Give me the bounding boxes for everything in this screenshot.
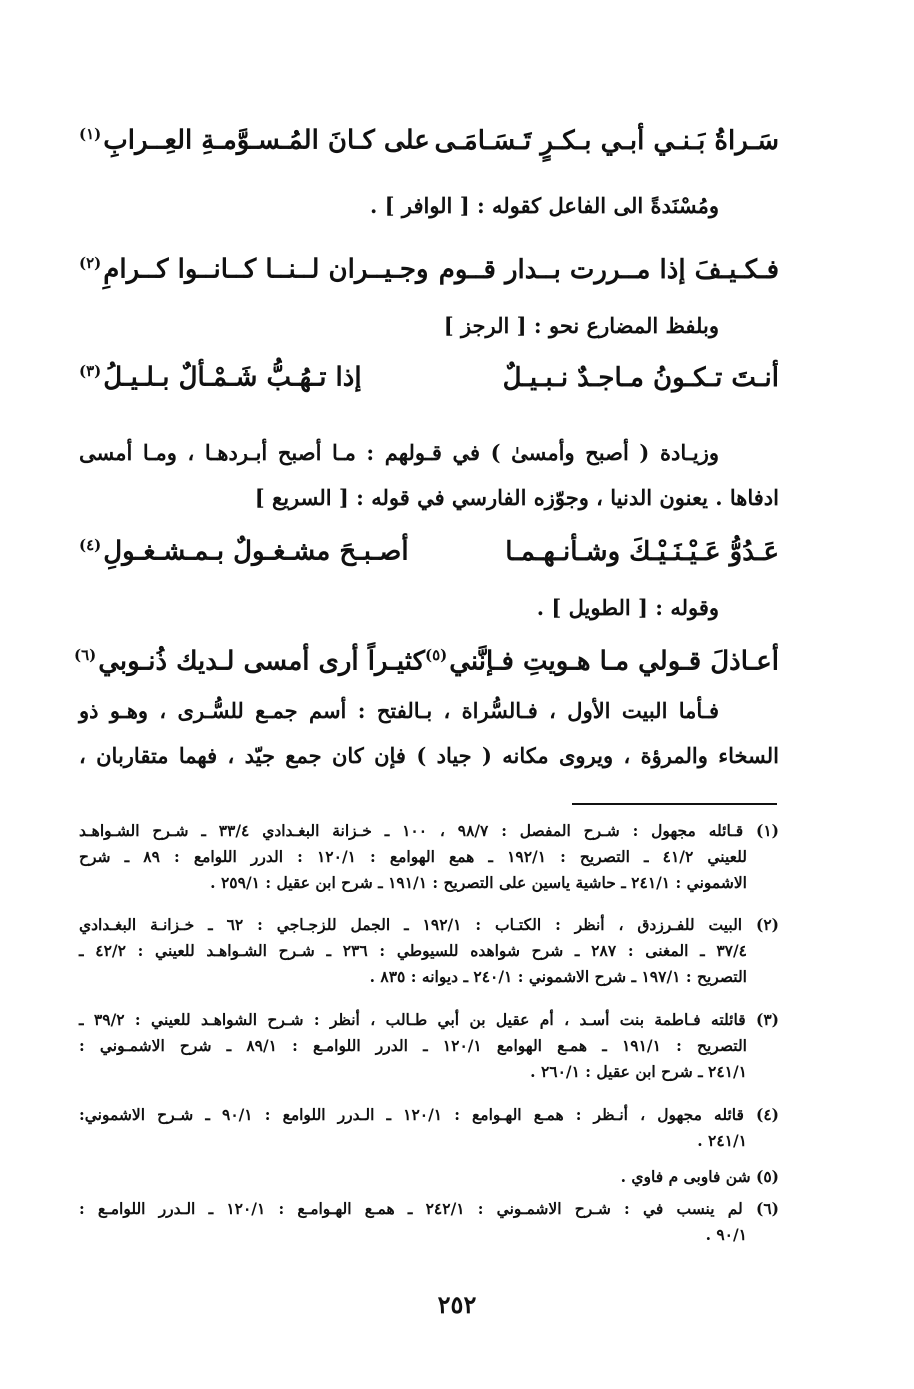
footnote-ref-6: (٦) <box>73 646 97 664</box>
footnote-ref-3: (٣) <box>79 362 102 380</box>
footnote-6 <box>79 1196 779 1248</box>
prose-line-1: ومُسْنَدةً الى الفاعل كقوله : [ الوافر ] . <box>369 193 719 218</box>
verse-2-second-hemistich: وجـيــران لــنــا كــانــوا كــرامِ$^{(٢)}$ <box>79 254 429 285</box>
prose-line-5a: فـأما البيت الأول ، فـالسُّراة ، بـالفتح : أسم جمـع للسُّـرى ، وهـو ذو <box>79 698 719 723</box>
verse-3 <box>79 362 779 393</box>
prose-line-3b: ادفاها . يعنون الدنيا ، وجوّزه الفارسي في قوله : [ السريع ] <box>254 485 779 510</box>
verse-1-first-hemistich: سَـراةُ بَـنـي أبـي بـكـرٍ تَـسَـامَـى <box>434 125 779 156</box>
footnote-1-line-1: (١) قـائله مجهول : شـرح المفصل : ٩٨/٧ ، ١٠٠ ـ خـزانة البغـدادي ٣٣/٤ ـ شـرح الشـواهـد <box>79 821 779 840</box>
footnote-5-line-1: (٥) ش‍ن فاوبى م فاوي . <box>620 1167 779 1186</box>
verse-5-second-hemistich: كثيـراً أرى أمسى لـديك ذُنـوبي$^{(٦)}$ <box>73 646 425 677</box>
verse-5 <box>73 646 779 677</box>
prose-line-2: وبلفظ المضارع نحو : [ الرجز ] <box>443 313 719 338</box>
footnote-separator <box>572 803 777 805</box>
prose-line-5b: السخاء والمرؤة ، ويروى مكانه ( جياد ) فإن كان جمع جيّد ، فهما متقاربان ، <box>79 743 779 768</box>
prose-line-3a: وزيـادة ( أصبح وأمسىٰ ) في قـولهم : مـا أصبح أبـردهـا ، ومـا أمسى <box>79 440 719 465</box>
footnote-1-line-3: الاشموني : ٢٤١/١ ـ حاشية ياسين على التصريح : ١٩١/١ ـ شرح ابن عقيل : ٢٥٩/١ . <box>210 873 747 892</box>
verse-2-first-hemistich: فـكـيـفَ إذا مــررت بــدار قــوم <box>438 254 779 285</box>
footnote-1 <box>79 818 779 896</box>
prose-line-4: وقوله : [ الطويل ] . <box>536 595 719 620</box>
footnote-ref-2: (٢) <box>79 254 102 272</box>
footnote-3-line-3: ٢٤١/١ ـ شرح ابن عقيل : ٢٦٠/١ . <box>530 1062 747 1081</box>
footnote-3-line-2: التصريح : ١٩١/١ ـ همـع الهوامع ١٢٠/١ ـ الدرر اللوامـع : ٨٩/١ ـ شرح الاشمـوني : <box>79 1036 747 1055</box>
footnote-ref-4: (٤) <box>79 536 102 554</box>
page-number: ٢٥٢ <box>437 1290 477 1319</box>
footnote-3 <box>79 1007 779 1085</box>
verse-2 <box>79 254 779 285</box>
footnote-2-line-2: ٣٧/٤ ـ المغنى : ٢٨٧ ـ شرح شواهده للسيوطي : ٢٣٦ ـ شـرح الشـواهـد للعيني : ٤٢/٢ ـ <box>79 941 747 960</box>
footnote-4-line-2: ٢٤١/١ . <box>697 1131 747 1150</box>
footnote-ref-5: (٥) <box>424 646 448 664</box>
verse-1 <box>79 125 779 156</box>
footnote-1-line-2: للعيني ٤١/٢ ـ التصريح : ١٩٢/١ ـ همع الهوامع : ١٢٠/١ : الدرر اللوامع : ٨٩ ـ شرح <box>79 847 747 866</box>
footnote-4-line-1: (٤) قائله مجهول ، أنـظر : همـع الهـوامع : ١٢٠/١ ـ الـدرر اللوامع : ٩٠/١ ـ شـرح الاشموني: <box>79 1105 780 1124</box>
verse-4-first-hemistich: عَـدُوُّ عَـيْـنَـيْـكَ وشـأنـهـمـا <box>505 536 779 567</box>
verse-3-second-hemistich: إذا تـهُـبُّ شَـمْـألٌ بـلـيـلُ$^{(٣)}$ <box>79 362 362 393</box>
footnote-6-line-2: ٩٠/١ . <box>705 1225 747 1244</box>
footnote-2 <box>79 912 779 990</box>
verse-5-first-hemistich: أعـاذلَ قـولي مـا هـويتِ فـإنَّني$^{(٥)}$ <box>424 646 779 677</box>
verse-3-first-hemistich: أنـتَ تـكـونُ مـاجـدٌ نـبـيـلٌ <box>502 362 779 393</box>
verse-4 <box>79 536 779 567</box>
footnote-3-line-1: (٣) قائلته فـاطمة بنت أسـد ، أم عقيل بن أبي طـالب ، أنظر : شـرح الشواهـد للعيني : ٣٩/٢ ـ <box>79 1010 779 1029</box>
footnote-2-line-3: التصريح : ١٩٧/١ ـ شرح الاشموني : ٢٤٠/١ ـ ديوانه : ٨٣٥ . <box>369 967 747 986</box>
verse-4-second-hemistich: أصـبـحَ مشـغـولٌ بـمـشـغـولِ$^{(٤)}$ <box>79 536 409 567</box>
footnote-ref-1: (١) <box>79 125 102 143</box>
verse-1-second-hemistich: على كـانَ المُـسـوَّمـةِ العِــرابِ$^{(١)}$ <box>79 125 430 156</box>
footnote-2-line-1: (٢) البيت للفـرزدق ، أنظر : الكتـاب : ١٩٢/١ ـ الجمل للزجـاجي : ٦٢ ـ خـزانـة البغـدادي <box>79 915 780 934</box>
footnote-6-line-1: (٦) لم ينسب في : شـرح الاشمـوني : ٢٤٢/١ ـ همـع الهـوامـع : ١٢٠/١ ـ الـدرر اللوامـع : <box>79 1199 779 1218</box>
footnote-5 <box>79 1164 779 1190</box>
footnote-4 <box>79 1102 779 1154</box>
